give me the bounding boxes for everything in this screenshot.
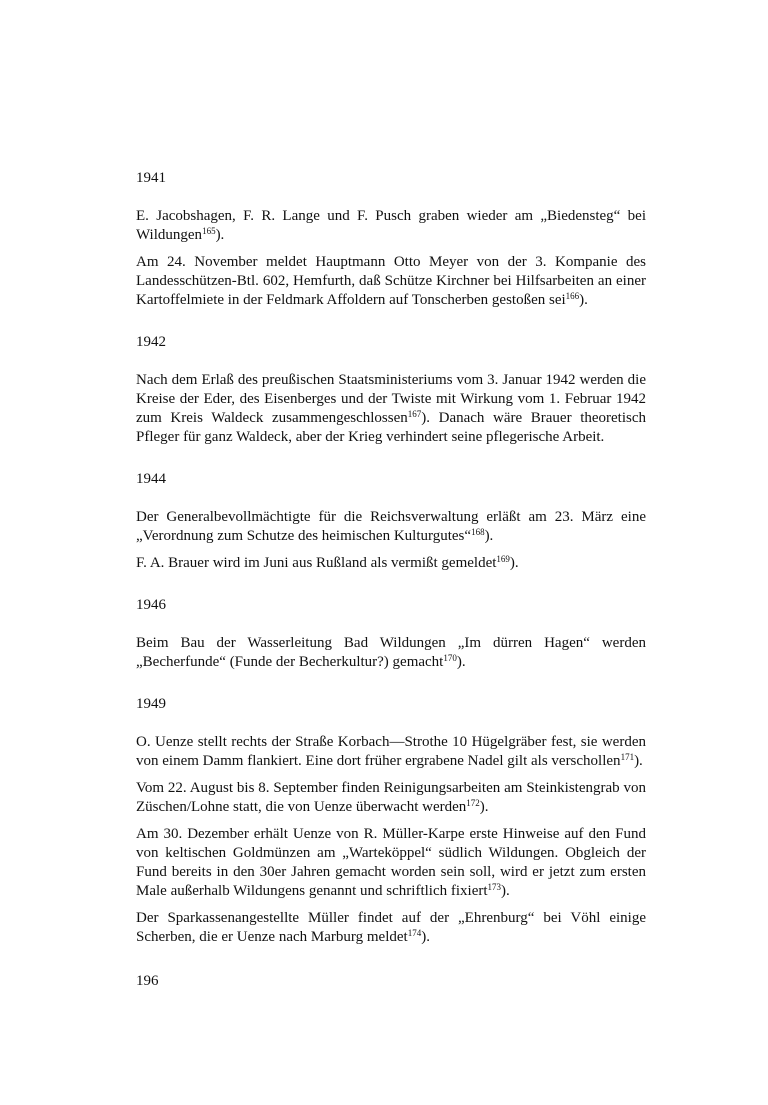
- paragraph: [136, 825, 646, 901]
- year-section: [136, 597, 646, 672]
- year-heading: 1941: [136, 170, 166, 186]
- year-heading: 1944: [136, 471, 166, 487]
- paragraph-text: E. Jacobshagen, F. R. Lange und F. Pusch graben wieder am „Biedensteg“ bei Wildungen: [136, 208, 646, 243]
- year-section: [136, 170, 646, 310]
- paragraph-text: ).: [484, 528, 494, 544]
- paragraph-text: ).: [215, 227, 225, 243]
- footnote-reference: 168: [471, 527, 485, 537]
- paragraph: [136, 634, 646, 672]
- paragraph-text: Am 30. Dezember erhält Uenze von R. Müller-Karpe erste Hinweise auf den Fund von keltischen Goldmünzen am „Warteköppel“ südlich Wildungen. Obgleich der Fund bereits in den 30er Jahren gemacht worden sein soll, wird er jetzt zum ersten Male außerhalb Wildungens genannt und schriftlich fixiert: [136, 826, 646, 899]
- footnote-reference: 165: [202, 226, 216, 236]
- page-number: 196: [136, 973, 159, 989]
- footnote-reference: 170: [443, 653, 457, 663]
- paragraph: [136, 371, 646, 447]
- year-heading: 1949: [136, 696, 166, 712]
- footnote-reference: 172: [466, 798, 480, 808]
- paragraph: [136, 779, 646, 817]
- footnote-reference: 171: [620, 752, 635, 762]
- paragraph-text: Vom 22. August bis 8. September finden Reinigungsarbeiten am Steinkistengrab von Züschen/Lohne statt, die von Uenze überwacht werden: [136, 780, 646, 815]
- paragraph-text: Der Sparkassenangestellte Müller findet auf der „Ehrenburg“ bei Vöhl einige Scherben, die er Uenze nach Marburg meldet: [136, 910, 646, 945]
- paragraph-text: ).: [421, 929, 430, 945]
- paragraph-text: Nach dem Erlaß des preußischen Staatsministeriums vom 3. Januar 1942 werden die Kreise der Eder, des Eisenberges und der Twiste mit Wirkung vom 1. Februar 1942 zum Kreis Waldeck zusammengeschlossen: [136, 372, 646, 426]
- year-section: [136, 696, 646, 947]
- paragraph-text: O. Uenze stellt rechts der Straße Korbach—Strothe 10 Hügelgräber fest, sie werden von einem Damm flankiert. Eine dort früher ergrabene Nadel gilt als verschollen: [136, 734, 646, 769]
- paragraph-text: ).: [509, 555, 519, 571]
- paragraph-text: ).: [579, 292, 588, 308]
- paragraph-text: F. A. Brauer wird im Juni aus Rußland als vermißt gemeldet: [136, 555, 497, 571]
- footnote-reference: 173: [487, 882, 502, 892]
- footnote-reference: 167: [407, 409, 422, 419]
- paragraph: [136, 733, 646, 771]
- paragraph-text: ). Danach wäre Brauer theoretisch Pfleger für ganz Waldeck, aber der Krieg verhindert seine pflegerische Arbeit.: [136, 410, 646, 445]
- footnote-reference: 169: [496, 554, 510, 564]
- paragraph: [136, 207, 646, 245]
- footnote-reference: 166: [565, 291, 580, 301]
- year-section: [136, 334, 646, 447]
- paragraph: [136, 909, 646, 947]
- year-heading: 1946: [136, 597, 166, 613]
- paragraph-text: ).: [501, 883, 510, 899]
- year-heading: 1942: [136, 334, 166, 350]
- paragraph-text: Der Generalbevollmächtigte für die Reichsverwaltung erläßt am 23. März eine „Verordnung zum Schutze des heimischen Kulturgutes“: [136, 509, 646, 544]
- paragraph: [136, 554, 646, 573]
- paragraph: [136, 253, 646, 310]
- paragraph-text: ).: [456, 654, 466, 670]
- footnote-reference: 174: [407, 928, 422, 938]
- year-section: [136, 471, 646, 573]
- paragraph-text: Am 24. November meldet Hauptmann Otto Meyer von der 3. Kompanie des Landesschützen-Btl. 602, Hemfurth, daß Schütze Kirchner bei Hilfsarbeiten an einer Kartoffelmiete in der Feldmark Affoldern auf Tonscherben gestoßen sei: [136, 254, 646, 308]
- document-page: [136, 170, 646, 990]
- paragraph-text: ).: [634, 753, 643, 769]
- paragraph-text: Beim Bau der Wasserleitung Bad Wildungen „Im dürren Hagen“ werden „Becherfunde“ (Funde der Becherkultur?) gemacht: [136, 635, 646, 670]
- paragraph-text: ).: [479, 799, 489, 815]
- paragraph: [136, 508, 646, 546]
